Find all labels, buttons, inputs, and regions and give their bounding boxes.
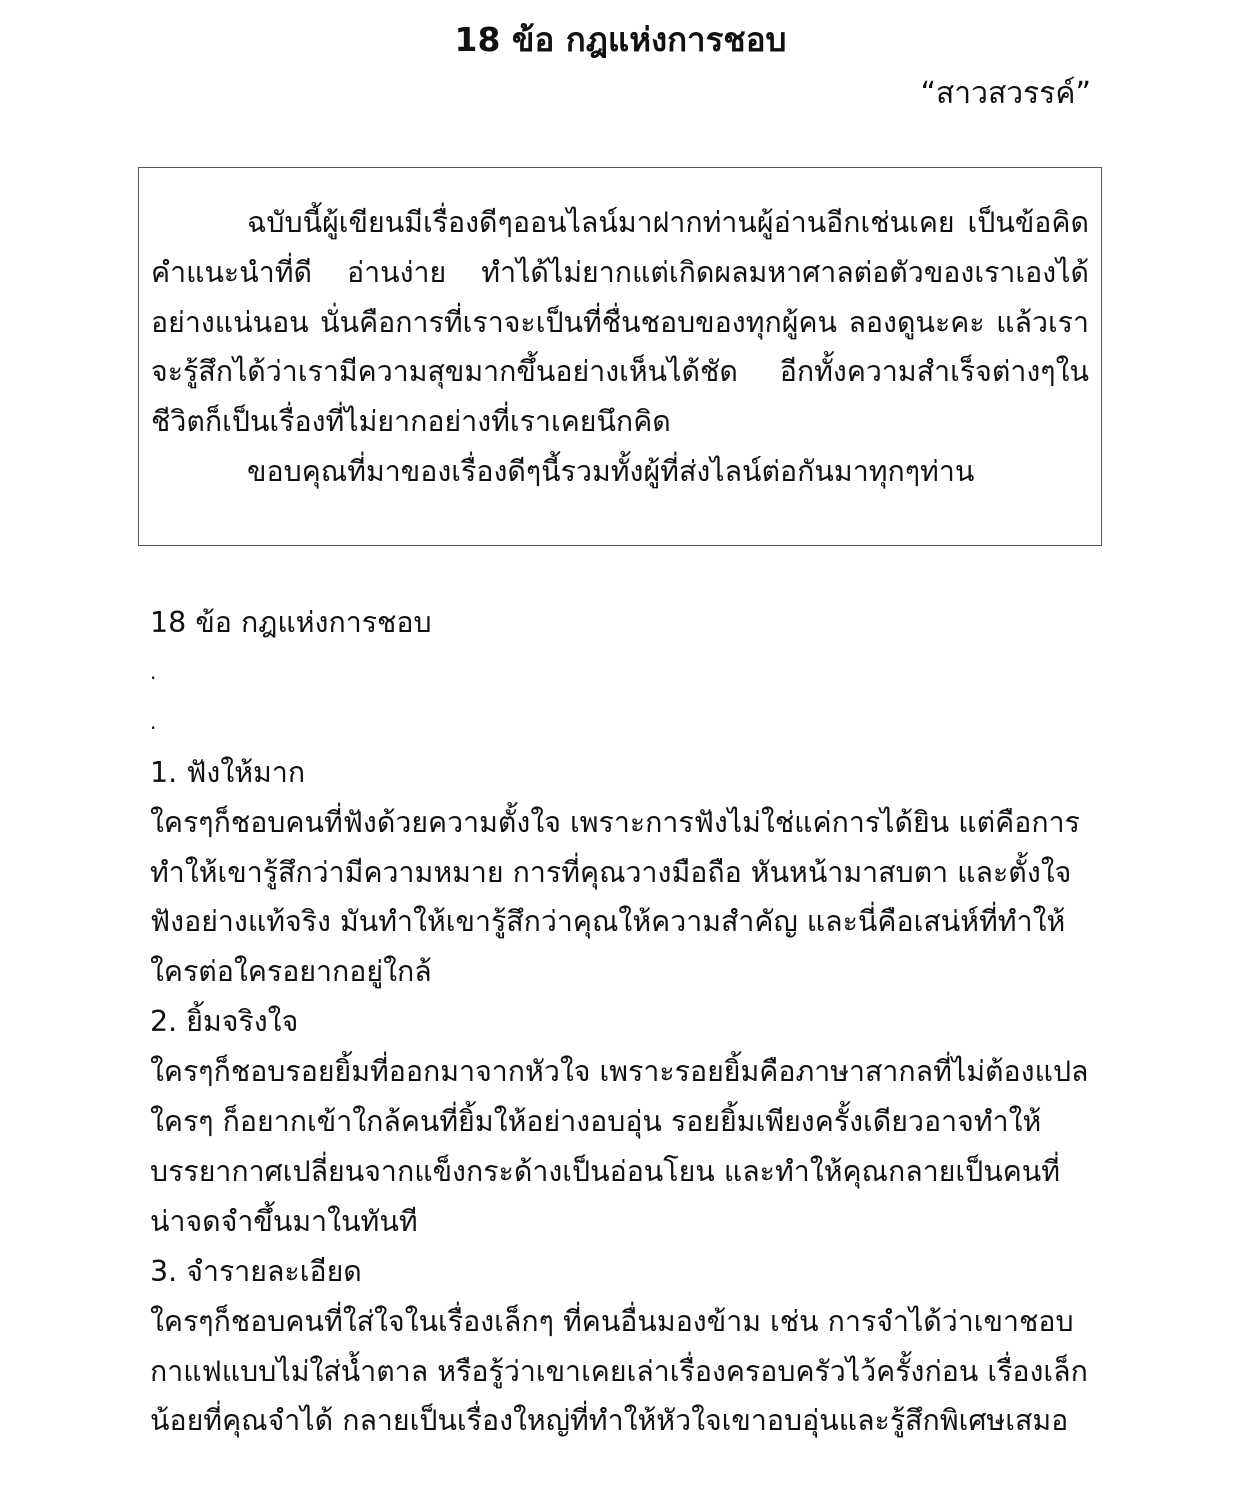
rule-item <box>150 1247 1090 1447</box>
rule-heading: 1. ฟังให้มาก <box>150 755 306 789</box>
rule-body: ใครๆก็ชอบคนที่ฟังด้วยความตั้งใจ เพราะการฟังไม่ใช่แค่การได้ยิน แต่คือการทำให้เขารู้สึกว่ามีความหมาย การที่คุณวางมือถือ หันหน้ามาสบตา และตั้งใจฟังอย่างแท้จริง มันทำให้เขารู้สึกว่าคุณให้ความสำคัญ และนี่คือเสน่ห์ที่ทำให้ใครต่อใครอยากอยู่ใกล้ <box>150 805 1080 989</box>
author-name: “สาวสวรรค์” <box>920 76 1091 111</box>
intro-box <box>138 167 1102 546</box>
section-heading: 18 ข้อ กฎแห่งการชอบ <box>150 606 432 639</box>
rule-body: ใครๆก็ชอบคนที่ใส่ใจในเรื่องเล็กๆ ที่คนอื่นมองข้าม เช่น การจำได้ว่าเขาชอบกาแฟแบบไม่ใส่น้ำตาล หรือรู้ว่าเขาเคยเล่าเรื่องครอบครัวไว้ครั้งก่อน เรื่องเล็กน้อยที่คุณจำได้ กลายเป็นเรื่องใหญ่ที่ทำให้หัวใจเขาอบอุ่นและรู้สึกพิเศษเสมอ <box>150 1304 1088 1438</box>
rule-heading: 3. จำรายละเอียด <box>150 1254 362 1288</box>
main-content <box>150 598 1090 1446</box>
intro-paragraph: ฉบับนี้ผู้เขียนมีเรื่องดีๆออนไลน์มาฝากท่านผู้อ่านอีกเช่นเคย เป็นข้อคิดคำแนะนำที่ดี อ่านง่าย ทำได้ไม่ยากแต่เกิดผลมหาศาลต่อตัวของเราเองได้อย่างแน่นอน นั่นคือการที่เราจะเป็นที่ชื่นชอบของทุกผู้คน ลองดูนะคะ แล้วเราจะรู้สึกได้ว่าเรามีความสุขมากขึ้นอย่างเห็นได้ชัด อีกทั้งความสำเร็จต่างๆในชีวิตก็เป็นเรื่องที่ไม่ยากอย่างที่เราเคยนึกคิด <box>151 206 1089 439</box>
rule-item <box>150 997 1090 1247</box>
rule-body: ใครๆก็ชอบรอยยิ้มที่ออกมาจากหัวใจ เพราะรอยยิ้มคือภาษาสากลที่ไม่ต้องแปลใครๆ ก็อยากเข้าใกล้คนที่ยิ้มให้อย่างอบอุ่น รอยยิ้มเพียงครั้งเดียวอาจทำให้บรรยากาศเปลี่ยนจากแข็งกระด้างเป็นอ่อนโยน และทำให้คุณกลายเป็นคนที่น่าจดจำขึ้นมาในทันที <box>150 1055 1089 1238</box>
rule-heading: 2. ยิ้มจริงใจ <box>150 1005 299 1039</box>
separator-dot: . <box>150 709 157 734</box>
rule-item <box>150 748 1090 998</box>
separator-dot: . <box>150 659 157 684</box>
document-title: 18 ข้อ กฎแห่งการชอบ <box>454 20 787 59</box>
intro-thanks-paragraph: ขอบคุณที่มาของเรื่องดีๆนี้รวมทั้งผู้ที่ส่งไลน์ต่อกันมาทุกๆท่าน <box>247 454 975 488</box>
